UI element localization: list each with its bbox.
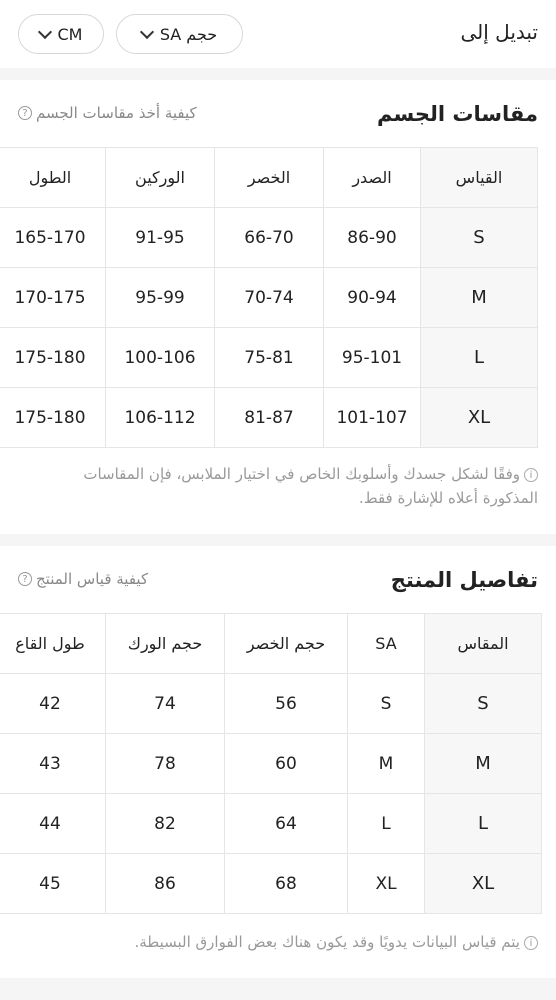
product-note-text: يتم قياس البيانات يدويًا وقد يكون هناك بعض الفوارق البسيطة. [134,933,520,951]
question-icon: ? [18,106,32,120]
product-size-note [20,930,538,954]
size-cell: S [425,674,542,734]
note-line-2: المذكورة أعلاه للإشارة فقط. [358,489,538,507]
how-to-measure-body-link[interactable] [18,104,197,122]
table-header-row [0,614,542,674]
size-cell: L [421,328,538,388]
table-cell: L [348,794,425,854]
table-row [0,734,542,794]
table-cell: 81-87 [215,388,324,448]
unit-dropdown[interactable] [18,14,104,54]
column-header: حجم الخصر [225,614,348,674]
table-cell: 70-74 [215,268,324,328]
unit-label: CM [57,24,83,44]
column-header: الخصر [215,148,324,208]
product-size-table [0,613,542,914]
column-header: الوركين [106,148,215,208]
table-row [0,388,538,448]
size-cell: S [421,208,538,268]
convert-label: تبديل إلى [460,20,538,44]
table-cell: 42 [0,674,106,734]
body-size-note [20,462,538,510]
table-row [0,854,542,914]
table-cell: 68 [225,854,348,914]
info-icon: i [524,468,538,482]
table-cell: 82 [106,794,225,854]
size-system-dropdown[interactable] [116,14,243,54]
table-cell: 170-175 [0,268,106,328]
column-header: القياس [421,148,538,208]
column-header: طول القاع [0,614,106,674]
question-icon: ? [18,572,32,586]
table-row [0,268,538,328]
table-cell: 165-170 [0,208,106,268]
column-header: حجم الورك [106,614,225,674]
body-size-table [0,147,538,448]
table-cell: 56 [225,674,348,734]
table-cell: 86-90 [324,208,421,268]
size-cell: XL [425,854,542,914]
how-to-measure-product-link[interactable] [18,570,148,588]
chevron-down-icon [140,25,154,39]
table-cell: S [348,674,425,734]
table-cell: 74 [106,674,225,734]
table-cell: 66-70 [215,208,324,268]
table-cell: 90-94 [324,268,421,328]
column-header: SA [348,614,425,674]
table-cell: 75-81 [215,328,324,388]
note-line-1: وفقًا لشكل جسدك وأسلوبك الخاص في اختيار الملابس، فإن المقاسات [83,465,520,483]
table-row [0,674,542,734]
body-section-title: مقاسات الجسم [376,102,538,126]
how-to-measure-product-label: كيفية قياس المنتج [36,570,149,588]
table-cell: 175-180 [0,328,106,388]
size-cell: M [421,268,538,328]
table-cell: 45 [0,854,106,914]
table-cell: 78 [106,734,225,794]
column-header: الطول [0,148,106,208]
column-header: الصدر [324,148,421,208]
table-row [0,328,538,388]
how-to-measure-body-label: كيفية أخذ مقاسات الجسم [36,104,197,122]
table-cell: XL [348,854,425,914]
table-header-row [0,148,538,208]
table-cell: 100-106 [106,328,215,388]
table-cell: 43 [0,734,106,794]
table-cell: 91-95 [106,208,215,268]
table-cell: 44 [0,794,106,854]
table-cell: M [348,734,425,794]
table-cell: 60 [225,734,348,794]
size-cell: XL [421,388,538,448]
size-system-label: SA حجم [159,24,218,44]
size-cell: M [425,734,542,794]
product-section-title: تفاصيل المنتج [390,568,538,592]
table-cell: 101-107 [324,388,421,448]
size-cell: L [425,794,542,854]
info-icon: i [524,936,538,950]
chevron-down-icon [37,25,51,39]
column-header: المقاس [425,614,542,674]
table-cell: 175-180 [0,388,106,448]
table-row [0,794,542,854]
table-cell: 106-112 [106,388,215,448]
table-cell: 86 [106,854,225,914]
table-row [0,208,538,268]
table-cell: 95-99 [106,268,215,328]
table-cell: 95-101 [324,328,421,388]
table-cell: 64 [225,794,348,854]
